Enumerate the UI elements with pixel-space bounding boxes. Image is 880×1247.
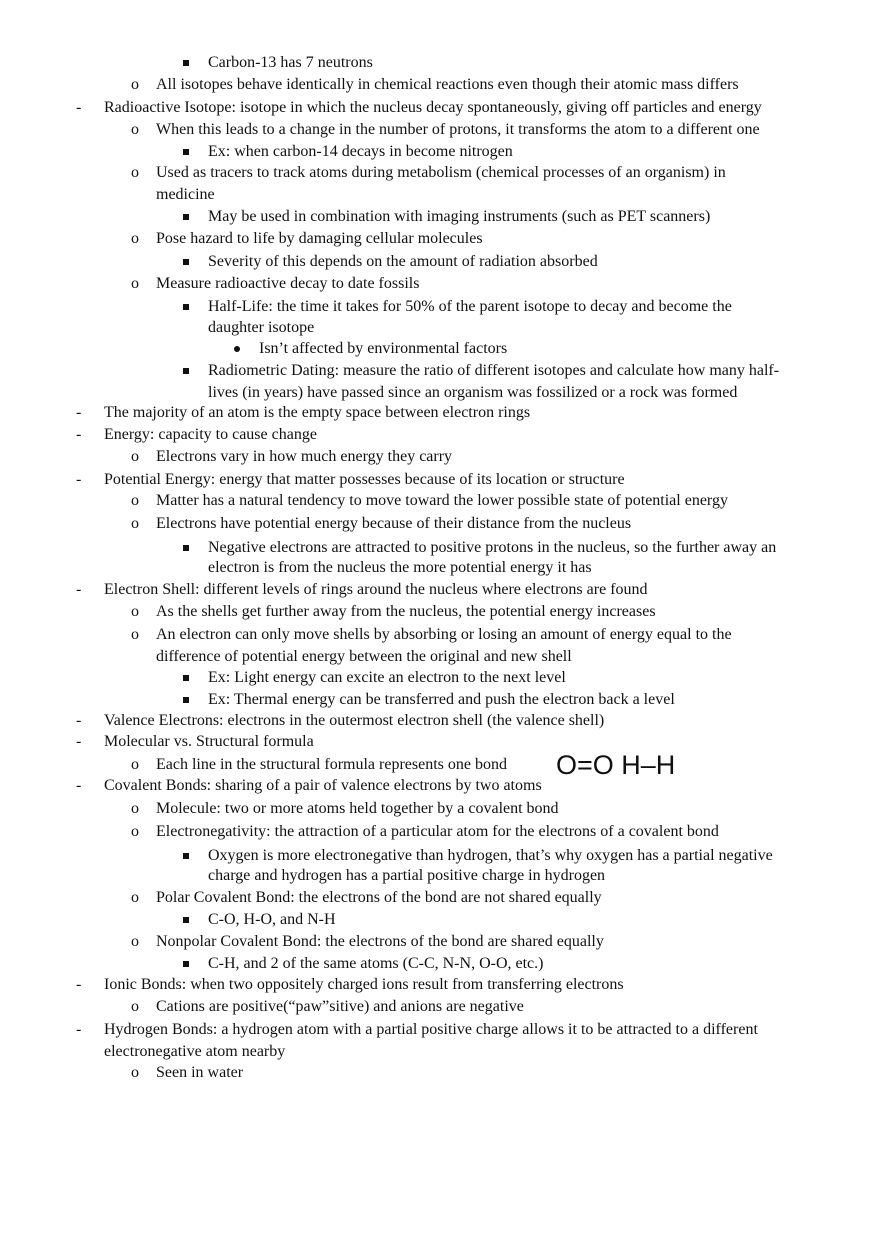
circle-bullet-icon: o (131, 823, 139, 840)
square-bullet-icon (183, 304, 189, 310)
square-bullet-icon (183, 853, 189, 859)
circle-bullet-icon: o (131, 756, 139, 773)
circle-bullet-icon: o (131, 998, 139, 1015)
dash-bullet-icon: - (76, 471, 82, 488)
dash-bullet-icon: - (76, 99, 82, 116)
square-bullet-icon (183, 214, 189, 220)
document-page: Carbon-13 has 7 neutrons o All isotopes behave identically in chemical reactions even though their atomic mass differs - Radioactive Isotope: isotope in which the nucleus decay spontaneously, giving off particles and energy o When this leads to a change in the number of protons, it transforms the atom to a different one Ex: when carbon-14 decays in become nitrogen o Used as tracers to track atoms during metabolism (chemical processes of an organism) in medicine May be used in combination with imaging instruments (such as PET scanners) o Pose hazard to life by damaging cellular molecules Severity of this depends on the amount of radiation absorbed o Measure radioactive decay to date fossils Half-Life: the time it takes for 50% of the parent isotope to decay and become the daughter isotope Isn’t affected by environmental factors Radiometric Dating: measure the ratio of different isotopes and calculate how many half- lives (in years) have passed since an organism was fossilized or a rock was formed - The majority of an atom is the empty space between electron rings - Energy: capacity to cause change o Electrons vary in how much energy they carry - Potential Energy: energy that matter possesses because of its location or structure o Matter has a natural tendency to move toward the lower possible state of potential energy o Electrons have potential energy because of their distance from the nucleus Negative electrons are attracted to positive protons in the nucleus, so the further away an electron is from the nucleus the more potential energy it has - Electron Shell: different levels of rings around the nucleus where electrons are found o As the shells get further away from the nucleus, the potential energy increases o An electron can only move shells by absorbing or losing an amount of energy equal to the difference of potential energy between the original and new shell Ex: Light energy can excite an electron to the next level Ex: Thermal energy can be transferred and push the electron back a level - Valence Electrons: electrons in the outermost electron shell (the valence shell) - Molecular vs. Structural formula o Each line in the structural formula represents one bond O=O H–H - Covalent Bonds: sharing of a pair of valence electrons by two atoms o Molecule: two or more atoms held together by a covalent bond o Electronegativity: the attraction of a particular atom for the electrons of a covalent bond Oxygen is more electronegative than hydrogen, that’s why oxygen has a partial negative charge and hydrogen has a partial positive charge in hydrogen o Polar Covalent Bond: the electrons of the bond are not shared equally C-O, H-O, and N-H o Nonpolar Covalent Bond: the electrons of the bond are shared equally C-H, and 2 of the same atoms (C-C, N-N, O-O, etc.) - Ionic Bonds: when two oppositely charged ions result from transferring electrons o Cations are positive(“paw”sitive) and anions are negative - Hydrogen Bonds: a hydrogen atom with a partial positive charge allows it to be attracted to a different electronegative atom nearby o Seen in water (0, 0, 880, 1247)
circle-bullet-icon: o (131, 448, 139, 465)
circle-bullet-icon: o (131, 603, 139, 620)
square-bullet-icon (183, 60, 189, 66)
dash-bullet-icon: - (76, 426, 82, 443)
circle-bullet-icon: o (131, 889, 139, 906)
square-bullet-icon (183, 675, 189, 681)
circle-bullet-icon: o (131, 933, 139, 950)
square-bullet-icon (183, 917, 189, 923)
circle-bullet-icon: o (131, 492, 139, 509)
circle-bullet-icon: o (131, 121, 139, 138)
square-bullet-icon (183, 545, 189, 551)
circle-bullet-icon: o (131, 76, 139, 93)
circle-bullet-icon: o (131, 164, 139, 181)
circle-bullet-icon: o (131, 1064, 139, 1081)
square-bullet-icon (183, 368, 189, 374)
circle-bullet-icon: o (131, 800, 139, 817)
dash-bullet-icon: - (76, 733, 82, 750)
circle-bullet-icon: o (131, 230, 139, 247)
square-bullet-icon (183, 259, 189, 265)
dash-bullet-icon: - (76, 581, 82, 598)
circle-bullet-icon: o (131, 626, 139, 643)
square-bullet-icon (183, 149, 189, 155)
dash-bullet-icon: - (76, 777, 82, 794)
dash-bullet-icon: - (76, 976, 82, 993)
circle-bullet-icon: o (131, 275, 139, 292)
square-bullet-icon (183, 697, 189, 703)
dash-bullet-icon: - (76, 1021, 82, 1038)
dash-bullet-icon: - (76, 712, 82, 729)
circle-bullet-icon: o (131, 515, 139, 532)
dot-bullet-icon (234, 346, 240, 352)
square-bullet-icon (183, 961, 189, 967)
structural-formula: O=O H–H (556, 750, 676, 780)
dash-bullet-icon: - (76, 404, 82, 421)
